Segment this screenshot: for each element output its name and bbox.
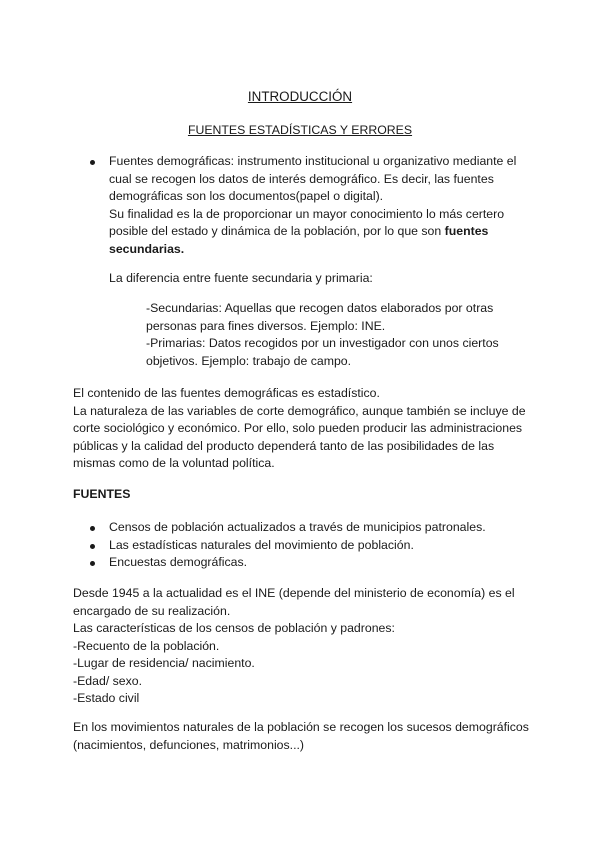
bullet1-line2: cual se recogen los datos de interés demográfico. Es decir, las fuentes bbox=[109, 171, 494, 186]
bullet1-line5 bbox=[109, 223, 488, 240]
bullet1-line5-bold: fuentes bbox=[444, 224, 489, 238]
bullet1-line5-text: posible del estado y dinámica de la población, por lo que son bbox=[109, 224, 445, 238]
page-title: INTRODUCCIÓN bbox=[247, 89, 353, 104]
bullet1-diff: La diferencia entre fuente secundaria y primaria: bbox=[109, 271, 373, 285]
para2-line4: -Recuento de la población. bbox=[73, 638, 220, 653]
para2-line5: -Lugar de residencia/ nacimiento. bbox=[73, 656, 255, 670]
secundarias-line2: personas para fines diversos. Ejemplo: INE. bbox=[146, 318, 386, 333]
fuentes-heading: FUENTES bbox=[73, 487, 131, 501]
bullet1-line6-bold: secundarias. bbox=[109, 241, 185, 256]
para2-line6: -Edad/ sexo. bbox=[73, 673, 143, 688]
bullet1-line3: demográficas son los documentos(papel o digital). bbox=[109, 189, 384, 203]
section-subtitle: FUENTES ESTADÍSTICAS Y ERRORES bbox=[187, 123, 413, 137]
primarias-line1: -Primarias: Datos recogidos por un investigador con unos ciertos bbox=[146, 336, 499, 350]
list-item: Las estadísticas naturales del movimiento de población. bbox=[109, 537, 414, 552]
para3-line2: (nacimientos, defunciones, matrimonios...) bbox=[73, 737, 305, 752]
para2-line7: -Estado civil bbox=[73, 691, 140, 705]
bullet-icon bbox=[90, 160, 95, 165]
bullet-icon bbox=[90, 544, 95, 549]
para1-line4: públicas y la calidad del producto dependerá tanto de las posibilidades de las bbox=[73, 438, 495, 453]
secundarias-line1: -Secundarias: Aquellas que recogen datos elaborados por otras bbox=[146, 301, 494, 315]
bullet1-line4: Su finalidad es la de proporcionar un mayor conocimiento lo más certero bbox=[109, 206, 505, 221]
para2-line3: Las características de los censos de población y padrones: bbox=[73, 621, 395, 635]
para1-line1: El contenido de las fuentes demográficas es estadístico. bbox=[73, 386, 380, 400]
para1-line3: corte sociológico y económico. Por ello, solo pueden producir las administraciones bbox=[73, 421, 523, 435]
para3-line1: En los movimientos naturales de la población se recogen los sucesos demográficos bbox=[73, 720, 529, 734]
para1-line5: mismas como de la voluntad política. bbox=[73, 456, 275, 470]
list-item: Censos de población actualizados a través de municipios patronales. bbox=[109, 520, 486, 534]
para2-line1: Desde 1945 a la actualidad es el INE (depende del ministerio de economía) es el bbox=[73, 586, 515, 600]
bullet1-line1: Fuentes demográficas: instrumento institucional u organizativo mediante el bbox=[109, 154, 517, 168]
primarias-line2: objetivos. Ejemplo: trabajo de campo. bbox=[146, 353, 352, 368]
para2-line2: encargado de su realización. bbox=[73, 603, 231, 618]
bullet-icon bbox=[90, 561, 95, 566]
bullet-icon bbox=[90, 526, 95, 531]
para1-line2: La naturaleza de las variables de corte demográfico, aunque también se incluye de bbox=[73, 403, 526, 418]
list-item: Encuestas demográficas. bbox=[109, 555, 248, 569]
